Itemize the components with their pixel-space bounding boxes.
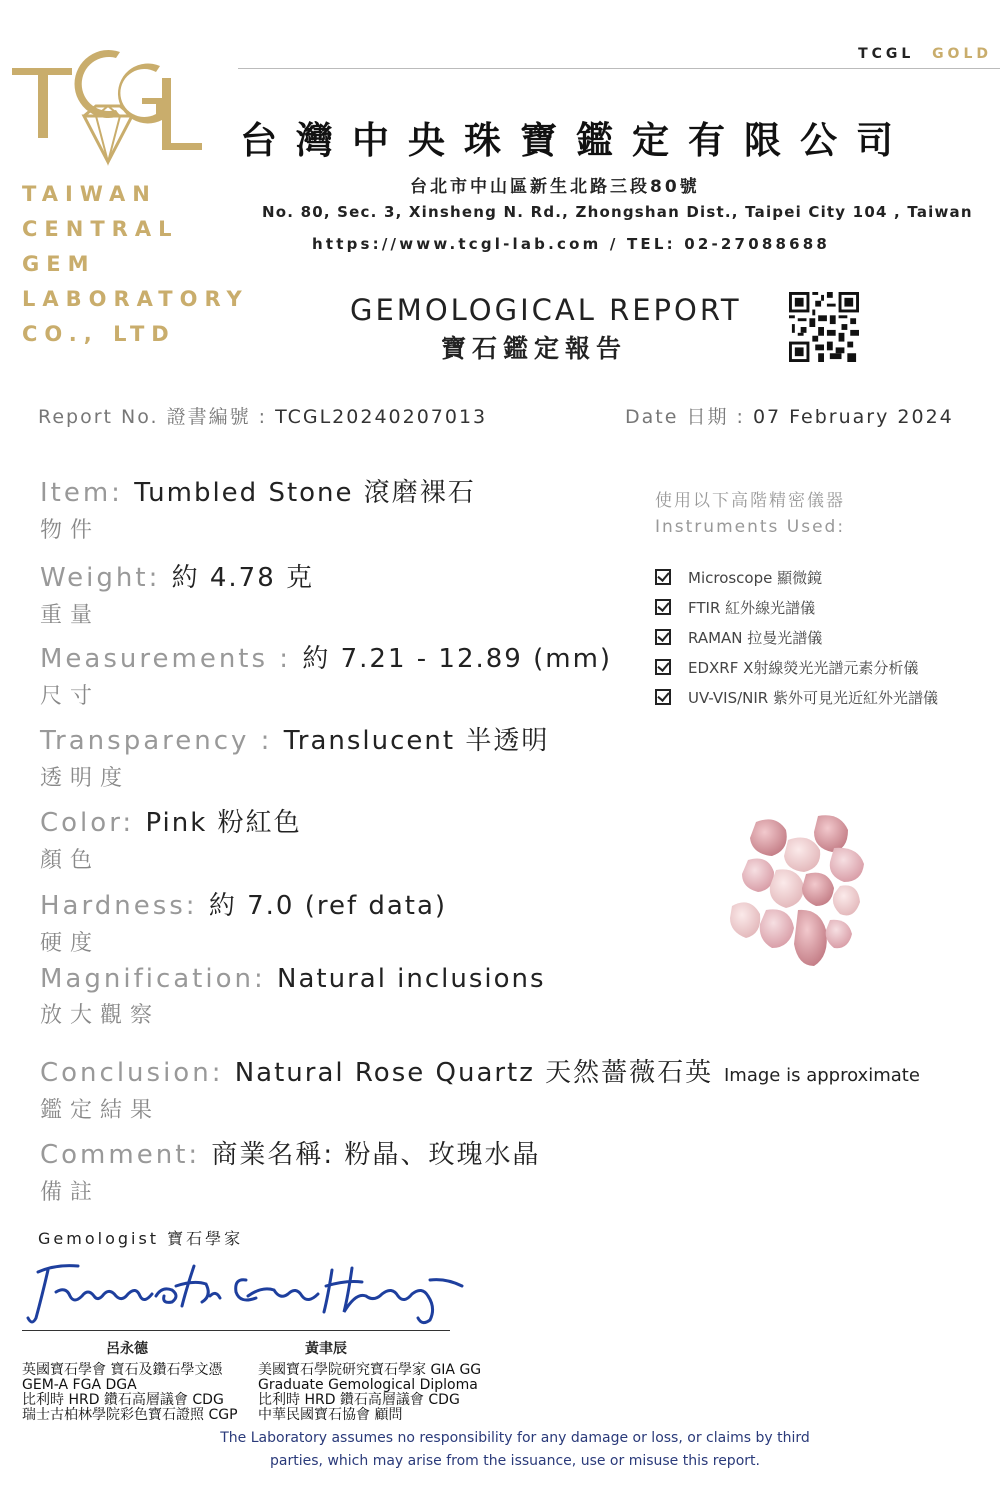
field-weight [40, 557, 314, 629]
field-measurements [40, 638, 612, 710]
report-no-label: Report No. 證書編號 : [38, 406, 268, 428]
report-date [625, 402, 954, 429]
gemologist-name: 黃聿辰 [305, 1341, 347, 1357]
tumbled-stones-illustration [728, 810, 878, 975]
field-hardness [40, 885, 447, 957]
field-label-cn: 備註 [40, 1180, 101, 1205]
field-value: 商業名稱: 粉晶、玫瑰水晶 [211, 1140, 541, 1170]
field-label: Measurements : [40, 644, 292, 674]
credential-line: 瑞士古柏林學院彩色寶石證照 CGP [22, 1407, 238, 1423]
handwritten-signature-icon [26, 1256, 466, 1328]
report-title-cn: 寶石鑑定報告 [441, 334, 628, 363]
report-no-value: TCGL20240207013 [275, 406, 488, 428]
checkbox-checked-icon[interactable] [655, 689, 671, 705]
report-date-value: 07 February 2024 [752, 406, 954, 428]
field-value: 約 7.21 - 12.89 (mm) [302, 644, 613, 674]
instrument-label: RAMAN 拉曼光譜儀 [688, 628, 823, 647]
instruments-panel [655, 488, 995, 712]
tcgl-gold-tag [858, 46, 992, 62]
field-label-cn: 顏色 [40, 848, 101, 873]
disclaimer [200, 1427, 830, 1473]
checkbox-checked-icon[interactable] [655, 569, 671, 585]
gemologist-name: 呂永德 [106, 1341, 148, 1357]
tag-suffix: GOLD [932, 46, 992, 62]
field-value: 約 4.78 克 [171, 563, 315, 593]
field-label-cn: 尺寸 [40, 684, 101, 709]
logo-company-lines [22, 177, 249, 352]
logo-line: CENTRAL [22, 217, 179, 241]
field-conclusion [40, 1052, 713, 1124]
report-date-label: Date 日期 : [625, 406, 745, 428]
qr-code[interactable] [788, 292, 860, 362]
instrument-label: Microscope 顯微鏡 [688, 568, 823, 587]
instrument-item [655, 682, 995, 712]
field-color [40, 802, 302, 874]
instrument-item [655, 652, 995, 682]
rose-quartz-image [728, 810, 878, 975]
credential-line: 英國寶石學會 寶石及鑽石學文憑 [22, 1362, 223, 1378]
credential-line: 比利時 HRD 鑽石高層議會 CDG [22, 1392, 224, 1408]
checkbox-checked-icon[interactable] [655, 659, 671, 675]
field-label: Hardness: [40, 891, 198, 921]
field-label: Weight: [40, 563, 161, 593]
instrument-item [655, 622, 995, 652]
field-value: Pink 粉紅色 [145, 808, 302, 838]
instrument-item [655, 592, 995, 622]
field-value: Tumbled Stone 滾磨裸石 [134, 478, 476, 508]
signature-rule [22, 1330, 450, 1331]
address-cn: 台北市中山區新生北路三段80號 [410, 177, 700, 197]
logo-line: TAIWAN [22, 182, 157, 206]
field-label-cn: 硬度 [40, 931, 101, 956]
tag-prefix: TCGL [858, 46, 915, 62]
instrument-item [655, 562, 995, 592]
contact-line: https://www.tcgl-lab.com / TEL: 02-27088688 [312, 235, 831, 253]
tcgl-logo [10, 38, 210, 168]
field-comment [40, 1134, 540, 1206]
address-en: No. 80, Sec. 3, Xinsheng N. Rd., Zhongshan Dist., Taipei City 104 , Taiwan [262, 203, 973, 221]
field-transparency [40, 720, 549, 792]
field-label: Item: [40, 478, 123, 508]
credential-line: Graduate Gemological Diploma [258, 1377, 478, 1393]
report-title-en: GEMOLOGICAL REPORT [350, 293, 742, 327]
instrument-label: UV-VIS/NIR 紫外可見光近紅外光譜儀 [688, 688, 938, 707]
gemologist-credentials [258, 1363, 481, 1423]
instrument-label: FTIR 紅外線光譜儀 [688, 598, 816, 617]
credential-line: GEM-A FGA DGA [22, 1377, 137, 1393]
tcgl-logo-mark [10, 38, 210, 168]
image-caption: Image is approximate [724, 1065, 920, 1086]
checkbox-checked-icon[interactable] [655, 629, 671, 645]
field-label: Transparency : [40, 726, 273, 756]
gemologist-credentials [22, 1363, 238, 1423]
credential-line: 中華民國寶石協會 顧問 [258, 1407, 403, 1423]
credential-line: 比利時 HRD 鑽石高層議會 CDG [258, 1392, 460, 1408]
field-label: Color: [40, 808, 135, 838]
field-label-cn: 透明度 [40, 766, 131, 791]
field-label: Comment: [40, 1140, 201, 1170]
field-label: Conclusion: [40, 1058, 224, 1088]
field-label-cn: 物件 [40, 518, 101, 543]
field-value: Natural Rose Quartz 天然薔薇石英 [234, 1058, 714, 1088]
qr-code-icon [788, 292, 860, 362]
field-value: 約 7.0 (ref data) [208, 891, 448, 921]
report-number [38, 402, 487, 429]
disclaimer-line: The Laboratory assumes no responsibility for any damage or loss, or claims by third [220, 1430, 810, 1446]
header-rule [238, 68, 1000, 69]
signatures [26, 1256, 466, 1328]
field-label-cn: 鑑定結果 [40, 1098, 161, 1123]
instruments-heading-en: Instruments Used: [655, 517, 846, 537]
instrument-label: EDXRF X射線熒光光譜元素分析儀 [688, 658, 919, 677]
company-name: 台灣中央珠寶鑑定有限公司 [240, 119, 912, 162]
logo-line: LABORATORY [22, 287, 249, 311]
field-label-cn: 放大觀察 [40, 1003, 161, 1028]
instruments-heading-cn: 使用以下高階精密儀器 [655, 491, 845, 511]
field-label: Magnification: [40, 964, 266, 994]
credential-line: 美國寶石學院研究寶石學家 GIA GG [258, 1362, 482, 1378]
field-value: Translucent 半透明 [283, 726, 550, 756]
logo-line: GEM [22, 252, 96, 276]
field-item [40, 472, 476, 544]
disclaimer-line: parties, which may arise from the issuance, use or misuse this report. [270, 1453, 760, 1469]
field-magnification [40, 964, 546, 1029]
gemologist-label: Gemologist 寶石學家 [38, 1229, 244, 1248]
field-value: Natural inclusions [277, 964, 546, 994]
logo-line: CO., LTD [22, 322, 176, 346]
field-label-cn: 重量 [40, 603, 101, 628]
checkbox-checked-icon[interactable] [655, 599, 671, 615]
